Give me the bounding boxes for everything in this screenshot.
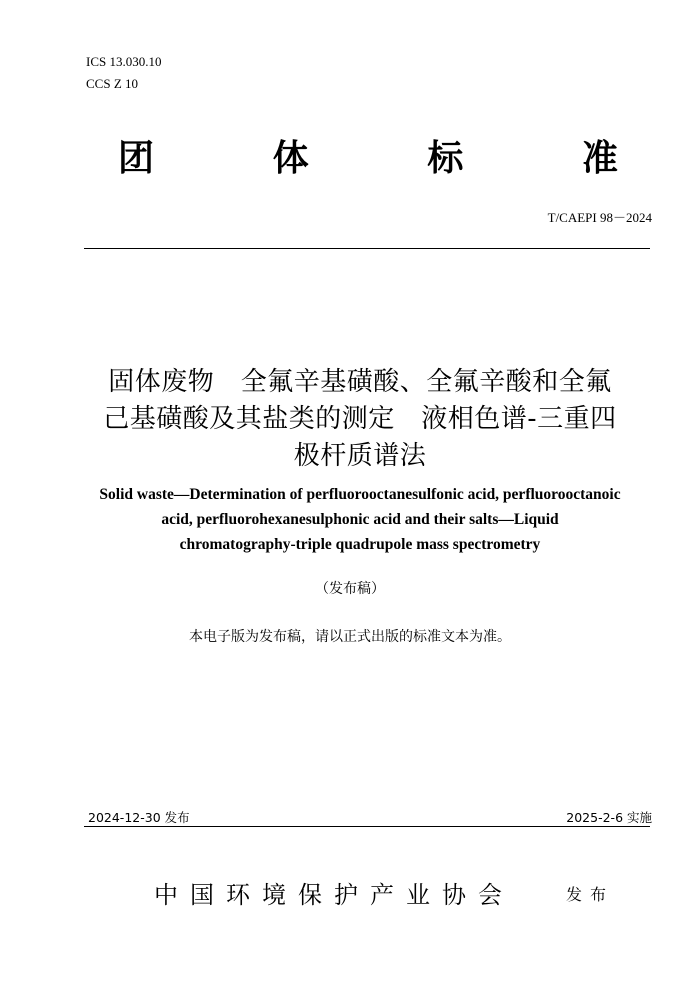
implementation-date: 2025-2-6 实施	[566, 810, 652, 825]
bottom-divider	[84, 826, 650, 827]
standard-type-char: 体	[272, 137, 309, 179]
issue-date: 2024-12-30 发布	[88, 810, 190, 825]
publish-word: 发布	[566, 885, 615, 904]
english-title-line: Solid waste—Determination of perfluorooctanesulfonic acid, perfluorooctanoic	[99, 486, 621, 503]
english-title-line: chromatography-triple quadrupole mass spectrometry	[179, 536, 541, 553]
ics-code: ICS 13.030.10	[86, 54, 162, 69]
chinese-title-line: 己基磺酸及其盐类的测定 液相色谱-三重四	[103, 404, 617, 434]
standard-type-char: 标	[427, 137, 464, 179]
draft-label: （发布稿）	[315, 581, 385, 597]
standard-type-char: 准	[581, 137, 618, 179]
draft-note: 本电子版为发布稿，请以正式出版的标准文本为准。	[189, 629, 511, 645]
english-title-line: acid, perfluorohexanesulphonic acid and their salts—Liquid	[161, 511, 559, 528]
publisher-name: 中国环境保护产业协会	[154, 881, 514, 909]
top-divider	[84, 248, 650, 249]
ccs-code: CCS Z 10	[86, 76, 139, 91]
standard-type-heading	[118, 130, 618, 180]
chinese-title-line: 极杆质谱法	[293, 441, 427, 471]
english-title	[70, 482, 650, 557]
standard-number: T/CAEPI 98－2024	[547, 210, 652, 225]
chinese-title-line: 固体废物 全氟辛基磺酸、全氟辛酸和全氟	[108, 367, 612, 397]
chinese-title	[70, 364, 650, 475]
standard-type-char: 团	[118, 137, 155, 179]
